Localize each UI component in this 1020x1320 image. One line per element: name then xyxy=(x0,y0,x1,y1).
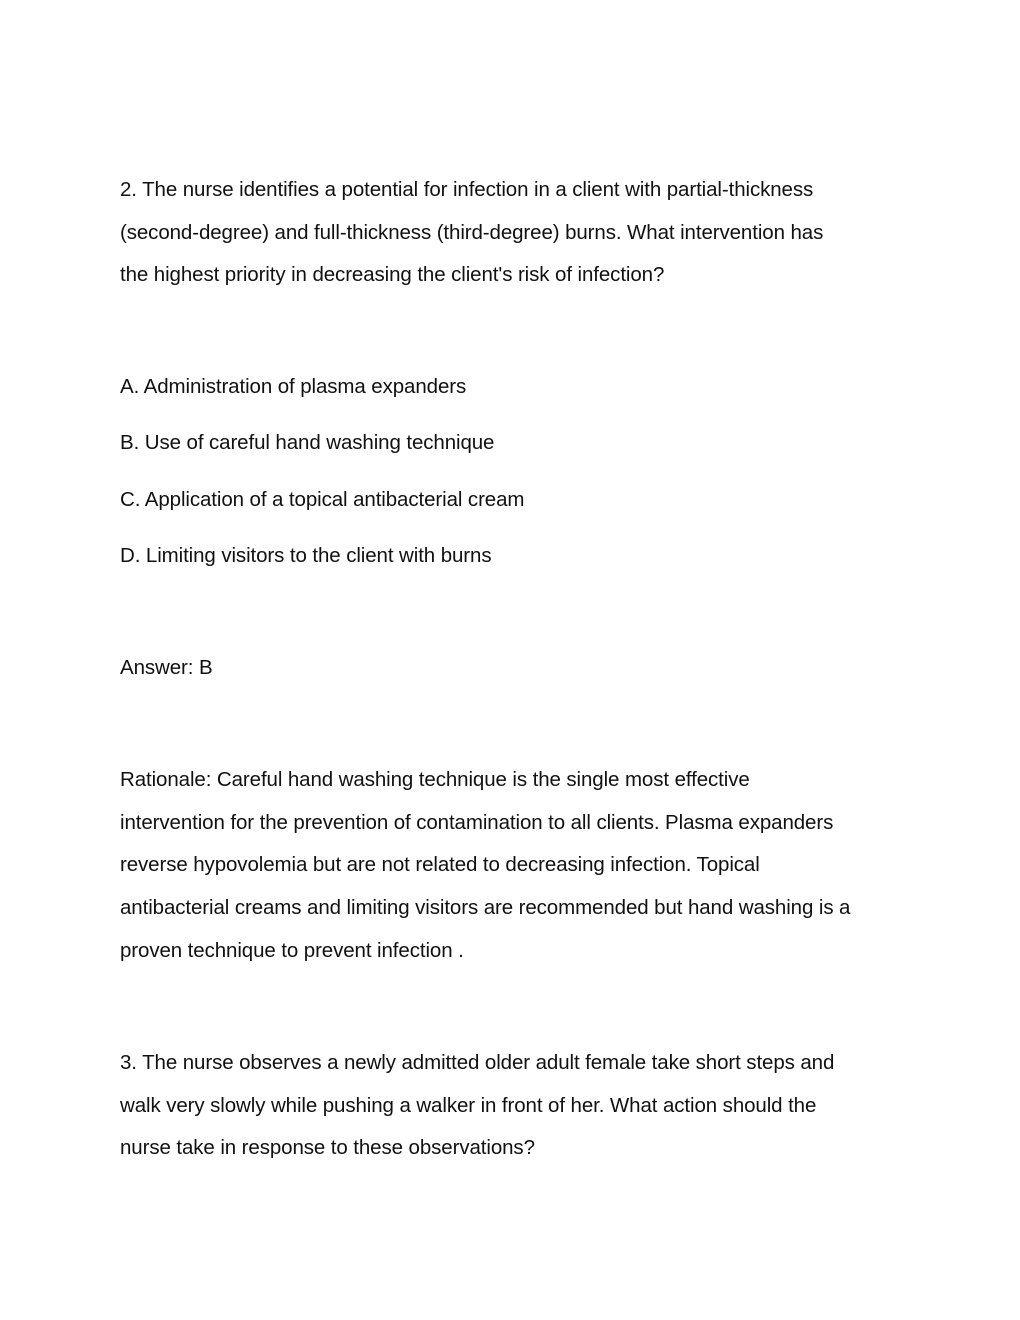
question-2-answer: Answer: B xyxy=(120,656,213,679)
question-2-stem-line: 2. The nurse identifies a potential for infection in a client with partial-thickness xyxy=(120,178,814,201)
question-2-rationale-line: proven technique to prevent infection . xyxy=(120,939,464,962)
question-2-option-a: A. Administration of plasma expanders xyxy=(120,375,467,398)
question-2-rationale-line: reverse hypovolemia but are not related to decreasing infection. Topical xyxy=(120,853,760,876)
question-2-option-c: C. Application of a topical antibacterial cream xyxy=(120,488,525,511)
question-2-rationale-line: intervention for the prevention of contamination to all clients. Plasma expanders xyxy=(120,811,834,834)
question-3-stem-line: nurse take in response to these observations? xyxy=(120,1136,535,1159)
question-2-rationale-line: Rationale: Careful hand washing technique is the single most effective xyxy=(120,768,750,791)
question-2-stem-line: the highest priority in decreasing the client's risk of infection? xyxy=(120,263,665,286)
question-2-option-d: D. Limiting visitors to the client with burns xyxy=(120,544,492,567)
question-2-stem-line: (second-degree) and full-thickness (third-degree) burns. What intervention has xyxy=(120,221,824,244)
question-2-rationale-line: antibacterial creams and limiting visitors are recommended but hand washing is a xyxy=(120,896,851,919)
question-2-option-b: B. Use of careful hand washing technique xyxy=(120,431,495,454)
question-3-stem-line: 3. The nurse observes a newly admitted older adult female take short steps and xyxy=(120,1051,835,1074)
question-3-stem-line: walk very slowly while pushing a walker in front of her. What action should the xyxy=(120,1094,817,1117)
